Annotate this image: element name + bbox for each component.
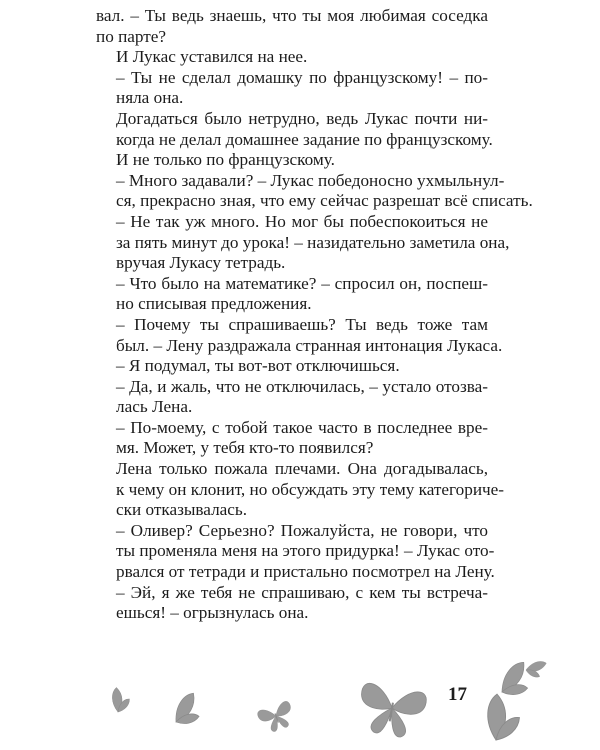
paragraph <box>96 459 505 521</box>
butterfly-icon <box>355 682 428 740</box>
text-line: – Не так уж много. Но мог бы побеспокоиться не <box>116 211 488 231</box>
paragraph <box>96 170 533 212</box>
text-line: – Много задавали? – Лукас победоносно ухмыльнул- <box>116 170 505 190</box>
text-line: – По-моему, с тобой такое часто в последнее вре- <box>116 417 488 437</box>
text-line: был. – Лену раздражала странная интонация Лукаса. <box>116 335 503 355</box>
paragraph <box>96 314 503 356</box>
text-line: когда не делал домашнее задание по французскому. <box>116 129 493 149</box>
text-line: ешься! – огрызнулась она. <box>116 603 309 623</box>
text-line: – Да, и жаль, что не отключилась, – устало отозва- <box>116 376 488 396</box>
paragraph <box>96 108 493 171</box>
text-line: вручая Лукасу тетрадь. <box>116 253 286 273</box>
butterfly-decoration <box>0 600 600 750</box>
text-line: рвался от тетради и пристально посмотрел на Лену. <box>116 562 495 582</box>
text-line: но списывая предложения. <box>116 294 312 314</box>
paragraph <box>96 377 488 418</box>
body-text <box>96 6 533 624</box>
paragraph <box>96 6 488 47</box>
text-line: по парте? <box>96 26 167 46</box>
text-line: Догадаться было нетрудно, ведь Лукас почти ни- <box>116 108 488 128</box>
paragraph <box>96 68 488 109</box>
text-line: ты променяла меня на этого придурка! – Лукас ото- <box>116 541 495 561</box>
butterfly-icon <box>173 690 206 729</box>
text-line: ски отказывалась. <box>116 500 248 520</box>
text-line: – Почему ты спрашиваешь? Ты ведь тоже там <box>116 314 488 334</box>
paragraph <box>96 418 488 459</box>
text-line: за пять минут до урока! – назидательно заметила она, <box>116 232 510 252</box>
text-line: лась Лена. <box>116 397 193 417</box>
text-line: ся, прекрасно зная, что ему сейчас разрешат всё списать. <box>116 191 533 211</box>
butterfly-icon <box>256 700 296 735</box>
text-line: Лена только пожала плечами. Она догадывалась, <box>116 459 488 479</box>
text-line: няла она. <box>116 88 184 108</box>
text-line: к чему он клонит, но обсуждать эту тему категориче- <box>116 479 505 499</box>
butterfly-icon <box>525 658 550 681</box>
paragraph <box>96 520 495 583</box>
butterfly-icon <box>499 658 537 701</box>
text-line: – Что было на математике? – спросил он, поспеш- <box>116 273 488 293</box>
text-line: вал. – Ты ведь знаешь, что ты моя любимая соседка <box>96 6 488 25</box>
page-number: 17 <box>448 684 467 705</box>
text-line: – Эй, я же тебя не спрашиваю, с кем ты встреча- <box>116 582 488 602</box>
text-line: И Лукас уставился на нее. <box>116 47 308 67</box>
butterfly-icon <box>484 691 523 741</box>
butterfly-icon <box>110 685 132 713</box>
text-line: И не только по французскому. <box>116 150 335 170</box>
paragraph <box>96 356 488 377</box>
text-line: мя. Может, у тебя кто-то появился? <box>116 438 374 458</box>
text-line: – Ты не сделал домашку по французскому! – по- <box>116 67 488 87</box>
paragraph <box>96 274 488 315</box>
paragraph <box>96 47 488 68</box>
text-line: – Я подумал, ты вот-вот отключишься. <box>116 356 400 376</box>
paragraph <box>96 211 510 274</box>
text-line: – Оливер? Серьезно? Пожалуйста, не говори, что <box>116 520 488 540</box>
